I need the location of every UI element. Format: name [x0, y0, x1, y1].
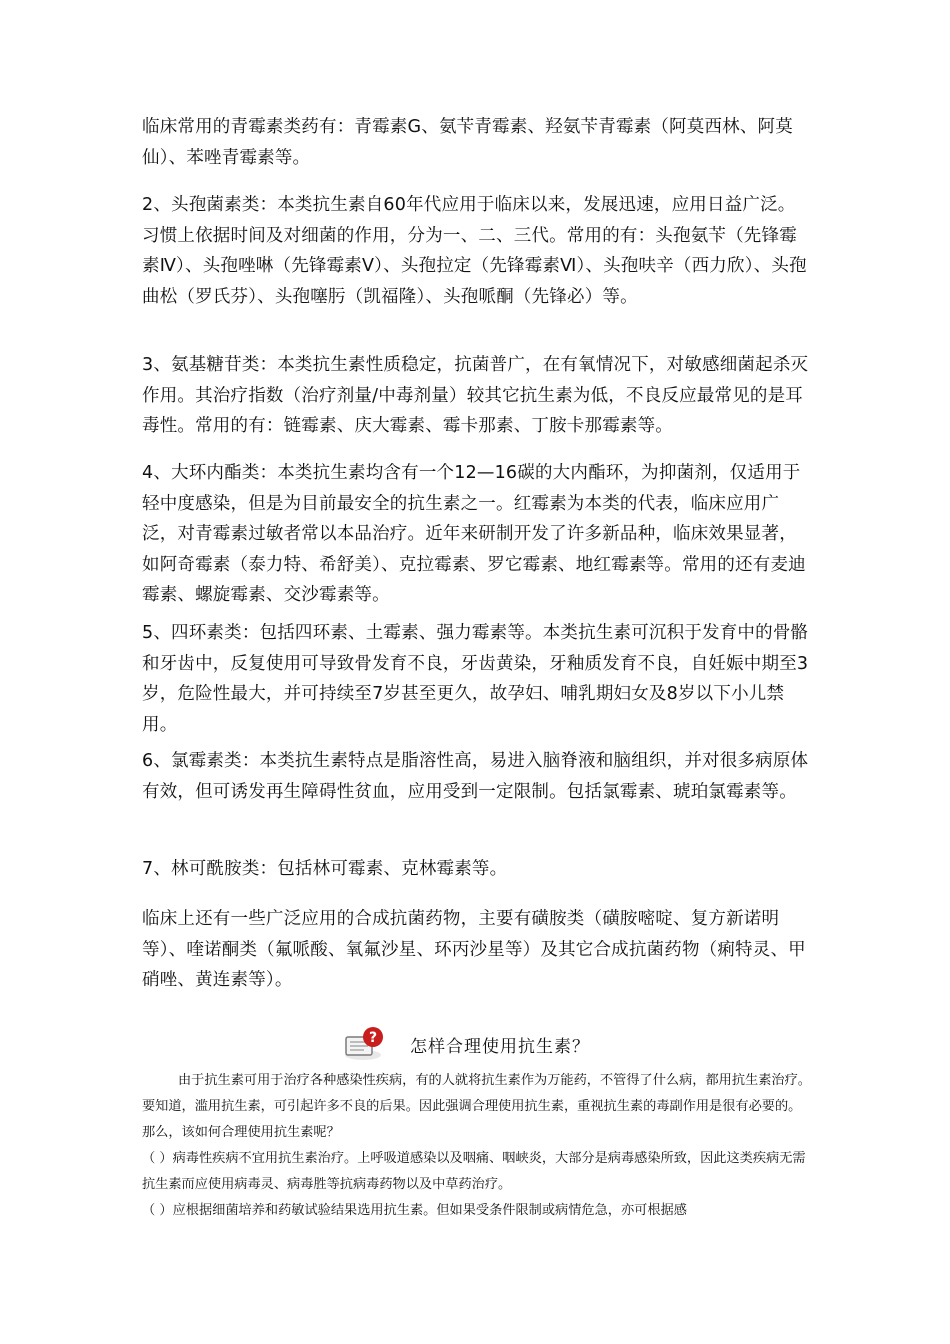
paragraph-intro: 临床常用的青霉素类药有：青霉素G、氨苄青霉素、羟氨苄青霉素（阿莫西林、阿莫仙）、苯唑青霉素等。	[142, 117, 793, 168]
paragraph-cephalosporins: 2、头孢菌素类：本类抗生素自60年代应用于临床以来，发展迅速，应用日益广泛。习惯上依据时间及对细菌的作用，分为一、二、三代。常用的有：头孢氨苄（先锋霉素Ⅳ）、头孢唑啉（先锋霉素Ⅴ）、头孢拉定（先锋霉素Ⅵ）、头孢呋辛（西力欣）、头孢曲松（罗氏芬）、头孢噻肟（凯福隆）、头孢哌酮（先锋必）等。	[142, 195, 807, 307]
section-intro: 由于抗生素可用于治疗各种感染性疾病，有的人就将抗生素作为万能药，不管得了什么病，都用抗生素治疗。要知道，滥用抗生素，可引起许多不良的后果。因此强调合理使用抗生素，重视抗生素的毒副作用是很有必要的。那么，该如何合理使用抗生素呢？	[142, 1073, 811, 1140]
question-book-icon	[340, 1025, 386, 1063]
paragraph-chloramphenicols: 6、氯霉素类：本类抗生素特点是脂溶性高，易进入脑脊液和脑组织，并对很多病原体有效，但可诱发再生障碍性贫血，应用受到一定限制。包括氯霉素、琥珀氯霉素等。	[142, 751, 809, 802]
svg-text:?: ?	[368, 1030, 378, 1046]
rule-item-culture: （ ）应根据细菌培养和药敏试验结果选用抗生素。但如果受条件限制或病情危急，亦可根据感	[142, 1203, 687, 1218]
paragraph-tetracyclines: 5、四环素类：包括四环素、土霉素、强力霉素等。本类抗生素可沉积于发育中的骨骼和牙齿中，反复使用可导致骨发育不良，牙齿黄染，牙釉质发育不良，自妊娠中期至3岁，危险性最大，并可持续至7岁甚至更久，故孕妇、哺乳期妇女及8岁以下小儿禁用。	[142, 623, 809, 735]
section-heading	[340, 1024, 590, 1064]
paragraph-aminoglycosides: 3、氨基糖苷类：本类抗生素性质稳定，抗菌普广，在有氧情况下，对敏感细菌起杀灭作用。其治疗指数（治疗剂量/中毒剂量）较其它抗生素为低，不良反应最常见的是耳毒性。常用的有：链霉素、庆大霉素、霉卡那素、丁胺卡那霉素等。	[142, 355, 809, 436]
paragraph-synthetic-antibacterials: 临床上还有一些广泛应用的合成抗菌药物，主要有磺胺类（磺胺嘧啶、复方新诺明等）、喹诺酮类（氟哌酸、氧氟沙星、环丙沙星等）及其它合成抗菌药物（痢特灵、甲硝唑、黄连素等）。	[142, 909, 806, 990]
paragraph-lincosamides: 7、林可酰胺类：包括林可霉素、克林霉素等。	[142, 859, 508, 879]
section-title: 怎样合理使用抗生素？	[410, 1036, 590, 1057]
paragraph-macrolides: 4、大环内酯类：本类抗生素均含有一个12—16碳的大内酯环，为抑菌剂，仅适用于轻中度感染，但是为目前最安全的抗生素之一。红霉素为本类的代表，临床应用广泛，对青霉素过敏者常以本品治疗。近年来研制开发了许多新品种，临床效果显著，如阿奇霉素（泰力特、希舒美）、克拉霉素、罗它霉素、地红霉素等。常用的还有麦迪霉素、螺旋霉素、交沙霉素等。	[142, 463, 806, 605]
rule-item-viral: （ ）病毒性疾病不宜用抗生素治疗。上呼吸道感染以及咽痛、咽峡炎，大部分是病毒感染所致，因此这类疾病无需抗生素而应使用病毒灵、病毒胜等抗病毒药物以及中草药治疗。	[142, 1151, 806, 1192]
